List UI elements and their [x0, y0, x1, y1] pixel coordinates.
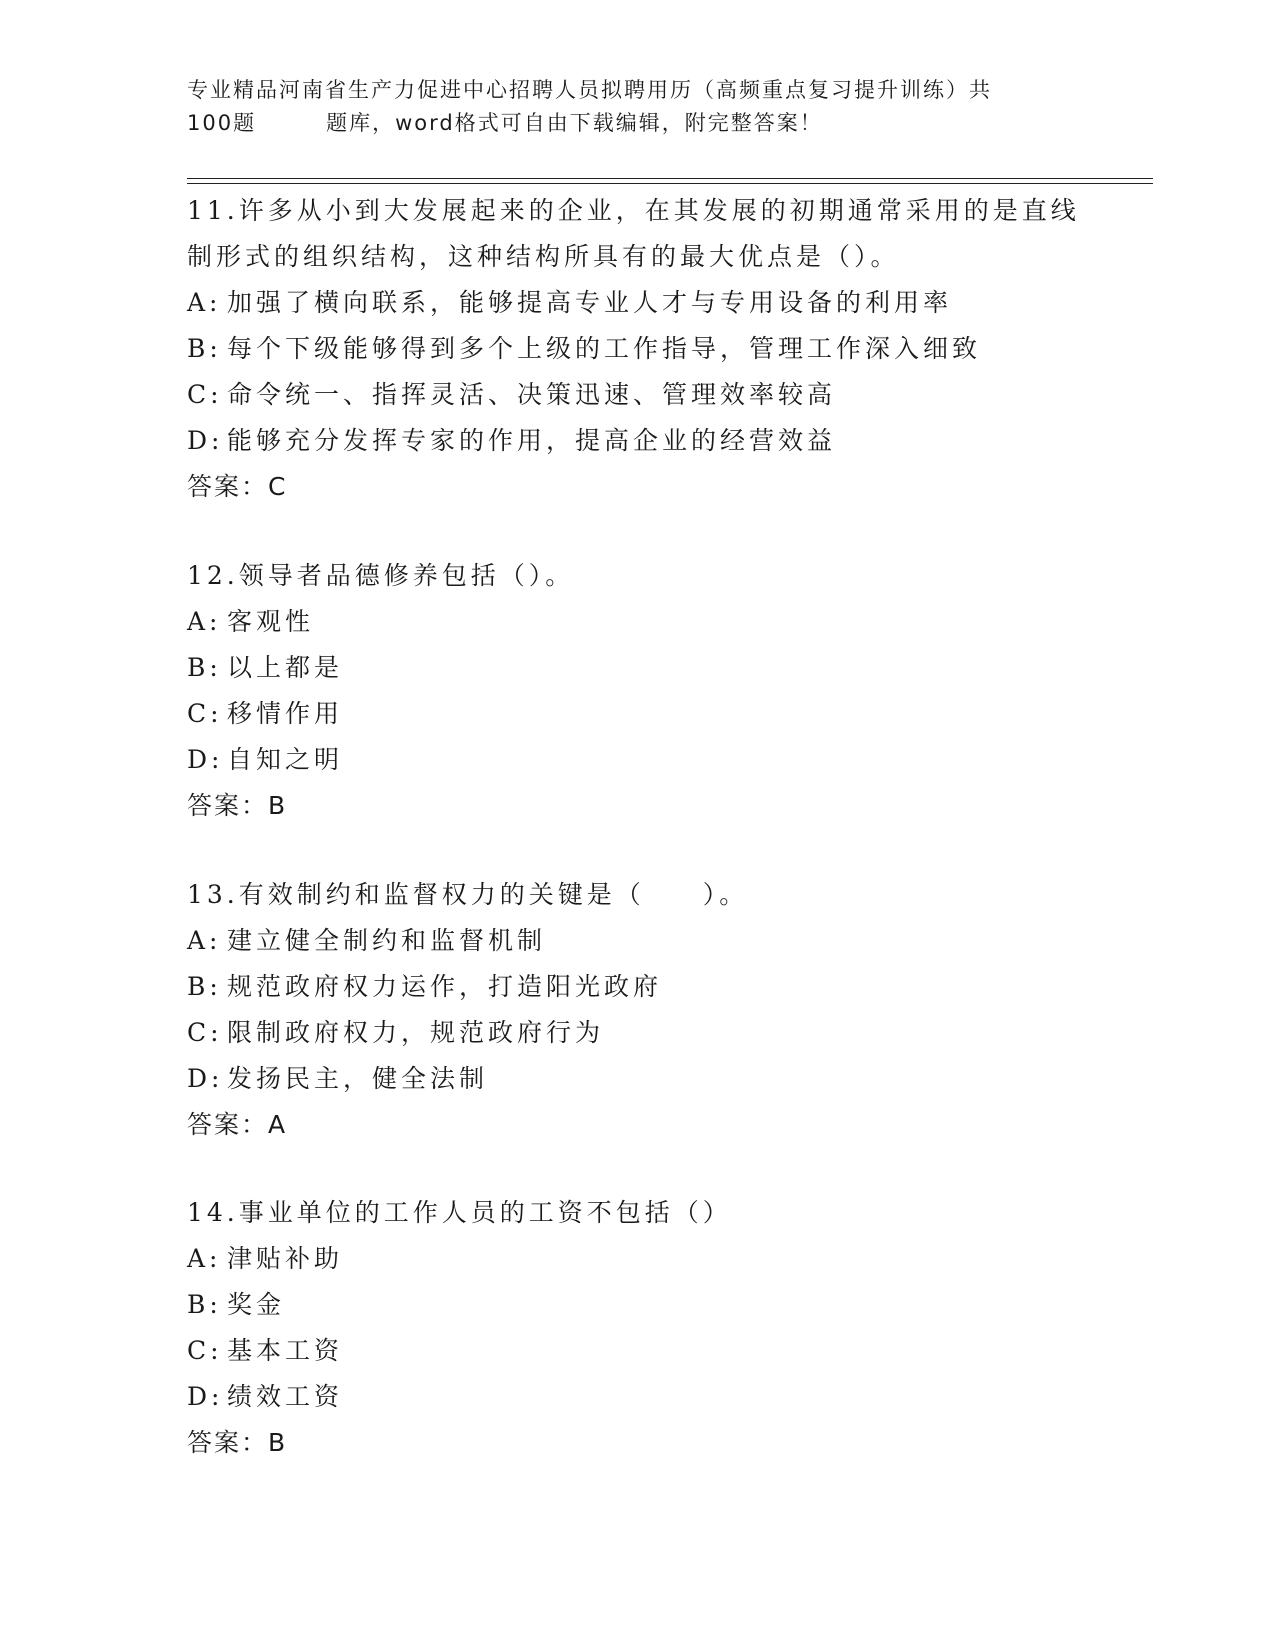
answer-label: 答案：A: [187, 1110, 288, 1139]
question-stem: 制形式的组织结构，这种结构所具有的最大优点是（）。: [187, 242, 900, 271]
question-12: [187, 553, 1087, 829]
header-divider-bottom: [187, 183, 1153, 184]
option-letter: C:: [187, 1336, 223, 1365]
document-header: [187, 74, 1087, 140]
question-14: [187, 1190, 1087, 1466]
option-text: 基本工资: [227, 1336, 344, 1365]
option-a: [187, 918, 1087, 964]
header-description: 题库，word格式可自由下载编辑，附完整答案！: [326, 111, 823, 135]
option-d: [187, 418, 1087, 464]
option-text: 命令统一、指挥灵活、决策迅速、管理效率较高: [227, 380, 837, 409]
option-text: 建立健全制约和监督机制: [227, 926, 547, 955]
option-letter: D:: [187, 426, 224, 455]
option-letter: C:: [187, 699, 223, 728]
option-b: [187, 964, 1087, 1010]
option-letter: A:: [187, 288, 222, 317]
header-question-count: 100题: [187, 111, 257, 135]
option-text: 规范政府权力运作，打造阳光政府: [227, 972, 663, 1001]
option-d: [187, 1056, 1087, 1102]
option-text: 奖金: [227, 1290, 286, 1319]
option-text: 每个下级能够得到多个上级的工作指导，管理工作深入细致: [227, 334, 982, 363]
option-text: 自知之明: [227, 745, 344, 774]
question-stem: 11.许多从小到大发展起来的企业，在其发展的初期通常采用的是直线: [187, 196, 1080, 225]
option-letter: B:: [187, 653, 222, 682]
option-c: [187, 1010, 1087, 1056]
option-letter: A:: [187, 607, 222, 636]
option-text: 移情作用: [227, 699, 344, 728]
option-text: 限制政府权力，规范政府行为: [227, 1018, 605, 1047]
option-b: [187, 645, 1087, 691]
option-letter: B:: [187, 972, 222, 1001]
option-letter: C:: [187, 1018, 223, 1047]
option-d: [187, 1374, 1087, 1420]
option-letter: D:: [187, 745, 224, 774]
option-letter: C:: [187, 380, 223, 409]
question-stem: 13.有效制约和监督权力的关键是（ ）。: [187, 880, 749, 909]
question-11: [187, 188, 1087, 510]
header-title-line: 专业精品河南省生产力促进中心招聘人员拟聘用历（高频重点复习提升训练）共: [187, 78, 992, 102]
option-d: [187, 737, 1087, 783]
question-stem: 12.领导者品德修养包括（）。: [187, 561, 575, 590]
option-a: [187, 599, 1087, 645]
option-text: 加强了横向联系，能够提高专业人才与专用设备的利用率: [227, 288, 953, 317]
option-a: [187, 1236, 1087, 1282]
answer-label: 答案：B: [187, 791, 288, 820]
option-text: 客观性: [227, 607, 315, 636]
option-c: [187, 691, 1087, 737]
question-13: [187, 872, 1087, 1148]
option-letter: A:: [187, 1244, 222, 1273]
option-c: [187, 1328, 1087, 1374]
option-letter: A:: [187, 926, 222, 955]
option-letter: B:: [187, 334, 222, 363]
header-subtitle-line: [187, 107, 1087, 140]
option-letter: D:: [187, 1064, 224, 1093]
option-c: [187, 372, 1087, 418]
option-text: 发扬民主，健全法制: [227, 1064, 489, 1093]
answer-label: 答案：B: [187, 1428, 288, 1457]
option-b: [187, 326, 1087, 372]
option-text: 津贴补助: [227, 1244, 344, 1273]
option-text: 绩效工资: [227, 1382, 344, 1411]
option-letter: B:: [187, 1290, 222, 1319]
option-b: [187, 1282, 1087, 1328]
question-stem: 14.事业单位的工作人员的工资不包括（）: [187, 1198, 732, 1227]
option-text: 能够充分发挥专家的作用，提高企业的经营效益: [227, 426, 837, 455]
option-a: [187, 280, 1087, 326]
option-text: 以上都是: [227, 653, 344, 682]
option-letter: D:: [187, 1382, 224, 1411]
header-divider-top: [187, 178, 1153, 179]
answer-label: 答案：C: [187, 472, 288, 501]
